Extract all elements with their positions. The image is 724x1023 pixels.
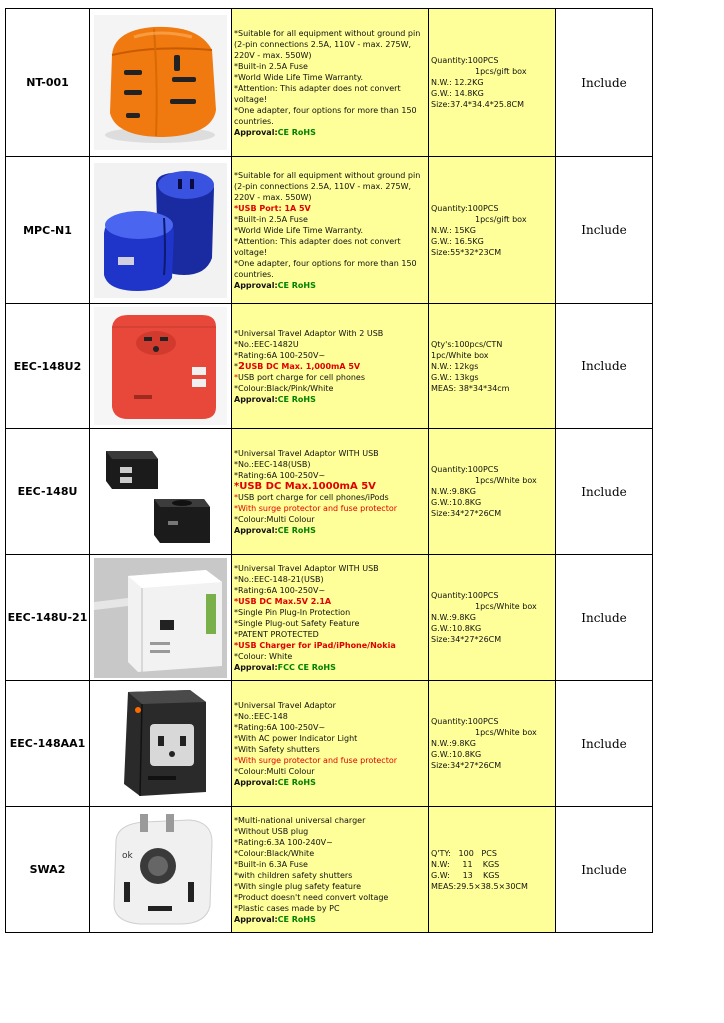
usb-dc-spec (234, 361, 426, 372)
spec-line: *Plastic cases made by PC (234, 903, 340, 913)
pack-quantity: Q'TY: 100 PCS (431, 848, 497, 858)
model-cell (6, 681, 90, 807)
packing-cell (429, 555, 556, 681)
spec-cell (232, 807, 429, 933)
model-cell (6, 157, 90, 304)
pack-box: 1pc/White box (431, 350, 489, 360)
model-name: EEC-148AA1 (9, 737, 86, 750)
black-indicator-adapter-image (94, 684, 227, 804)
usb-port-line (234, 492, 426, 503)
certificate-text: Include (581, 736, 627, 751)
pack-net-weight: N.W.: 15KG (431, 225, 476, 235)
spec-cell (232, 9, 429, 157)
colour-line: *Colour:Multi Colour (234, 766, 315, 776)
usb-dc-text: USB DC Max. 1,000mA 5V (244, 361, 361, 371)
certificate-cell (556, 429, 653, 555)
certificate-text: Include (581, 610, 627, 625)
usb-port-spec: *USB Port: 1A 5V (234, 203, 311, 213)
spec-cell (232, 304, 429, 429)
spec-line: *With Safety shutters (234, 744, 320, 754)
spec-cell (232, 429, 429, 555)
surge-protector-line: *With surge protector and fuse protector (234, 755, 398, 765)
pack-quantity: Quantity:100PCS (431, 56, 499, 65)
model-name: EEC-148U (17, 485, 78, 498)
certificate-cell (556, 157, 653, 304)
model-cell (6, 807, 90, 933)
model-name: MPC-N1 (23, 223, 72, 237)
pack-quantity: Quantity:100PCS (431, 591, 499, 600)
usb-port-star: * (234, 372, 238, 382)
spec-line: *Built-in 6.3A Fuse (234, 859, 308, 869)
spec-cell (232, 157, 429, 304)
spec-line: *One adapter, four options for more than 150 countries. (234, 258, 417, 279)
approval-line (234, 394, 426, 405)
pack-gross-weight: G.W.:10.8KG (431, 624, 482, 633)
pack-size: Size:37.4*34.4*25.8CM (431, 100, 525, 109)
pack-box: 1pcs/White box (475, 602, 537, 611)
pack-net-weight: N.W.:9.8KG (431, 487, 476, 496)
pack-box: 1pcs/White box (475, 476, 537, 485)
spec-line: *Product doesn't need convert voltage (234, 892, 389, 902)
packing-cell (429, 681, 556, 807)
product-row-eec-148u (6, 429, 653, 555)
image-cell (90, 157, 232, 304)
spec-line: *Rating:6A 100-250V~ (234, 470, 326, 480)
product-row-eec-148u-21 (6, 555, 653, 681)
spec-line: *No.:EEC-148 (234, 711, 288, 721)
image-cell (90, 807, 232, 933)
spec-line: *Built-in 2.5A Fuse (234, 61, 308, 71)
approval-label: Approval: (234, 662, 278, 672)
certificate-cell (556, 555, 653, 681)
certificate-text: Include (581, 223, 627, 237)
spec-line: *Rating:6A 100-250V~ (234, 722, 326, 732)
spec-cell (232, 681, 429, 807)
spec-line: *Universal Travel Adaptor (234, 700, 336, 710)
certificate-text: Include (581, 862, 627, 877)
approval-value: CE RoHS (277, 777, 316, 787)
spec-line: *with children safety shutters (234, 870, 353, 880)
approval-label: Approval: (234, 394, 278, 404)
approval-line (234, 127, 426, 138)
product-row-nt-001 (6, 9, 653, 157)
approval-label: Approval: (234, 525, 278, 535)
spec-line: *Without USB plug (234, 826, 309, 836)
pack-gross-weight: G.W.: 13kgs (431, 372, 479, 382)
usb-count: 2 (238, 360, 245, 372)
certificate-text: Include (581, 359, 627, 373)
pack-quantity: Quantity:100PCS (431, 465, 499, 474)
spec-line: *Attention: This adapter does not convert voltage! (234, 83, 401, 104)
spec-line: *Built-in 2.5A Fuse (234, 214, 308, 224)
pack-quantity: Quantity:100PCS (431, 203, 499, 213)
spec-line: *Attention: This adapter does not convert voltage! (234, 236, 401, 257)
pack-quantity: Quantity:100PCS (431, 717, 499, 726)
white-usb-adapter-image (94, 558, 227, 678)
pack-box: 1pcs/White box (475, 728, 537, 737)
usb-port-text: USB port charge for cell phones/iPods (238, 492, 389, 502)
pack-net-weight: N.W.: 12.2KG (431, 78, 484, 87)
product-table (5, 8, 653, 933)
packing-cell (429, 304, 556, 429)
black-usb-adapter-image (94, 433, 227, 551)
spec-line: *Rating:6A 100-250V~ (234, 350, 326, 360)
spec-line: *World Wide Life Time Warranty. (234, 72, 364, 82)
pack-size: Size:34*27*26CM (431, 509, 502, 518)
pack-net-weight: N.W: 11 KGS (431, 859, 500, 869)
pack-size: MEAS:29.5×38.5×30CM (431, 881, 528, 891)
approval-label: Approval: (234, 280, 278, 290)
pack-net-weight: N.W.:9.8KG (431, 613, 476, 622)
pack-net-weight: N.W.: 12kgs (431, 361, 479, 371)
spec-line: *Universal Travel Adaptor WITH USB (234, 563, 379, 573)
pack-net-weight: N.W.:9.8KG (431, 739, 476, 748)
spec-line: *Universal Travel Adaptor WITH USB (234, 448, 379, 458)
blue-travel-adapter-image (94, 163, 227, 298)
spec-line: *No.:EEC-1482U (234, 339, 299, 349)
model-name: EEC-148U2 (13, 359, 82, 373)
spec-line: *Single Pin Plug-In Protection (234, 607, 351, 617)
product-row-eec-148aa1 (6, 681, 653, 807)
approval-label: Approval: (234, 127, 278, 137)
spec-line: *Universal Travel Adaptor With 2 USB (234, 328, 384, 338)
approval-value: CE RoHS (277, 914, 316, 924)
usb-star: * (234, 361, 238, 371)
approval-line (234, 777, 426, 788)
pack-size: Size:34*27*26CM (431, 761, 502, 770)
model-name: SWA2 (29, 863, 66, 876)
certificate-cell (556, 304, 653, 429)
svg-text:ok: ok (122, 850, 133, 861)
approval-value: CE RoHS (277, 280, 316, 290)
packing-cell (429, 9, 556, 157)
spec-line: *No.:EEC-148-21(USB) (234, 574, 324, 584)
surge-protector-line: *With surge protector and fuse protector (234, 503, 398, 513)
product-row-mpc-n1 (6, 157, 653, 304)
approval-label: Approval: (234, 777, 278, 787)
spec-line: *World Wide Life Time Warranty. (234, 225, 364, 235)
pack-quantity: Qty's:100pcs/CTN (431, 339, 503, 349)
approval-line (234, 914, 426, 925)
pack-box: 1pcs/gift box (475, 67, 527, 76)
approval-line (234, 525, 426, 536)
pack-box: 1pcs/gift box (475, 214, 527, 224)
pack-gross-weight: G.W.:10.8KG (431, 498, 482, 507)
certificate-cell (556, 9, 653, 157)
pack-size: MEAS: 38*34*34cm (431, 383, 510, 393)
approval-value: CE RoHS (277, 525, 316, 535)
product-row-swa2 (6, 807, 653, 933)
certificate-text: Include (581, 75, 627, 90)
image-cell (90, 429, 232, 555)
spec-line: *With single plug safety feature (234, 881, 362, 891)
image-cell (90, 681, 232, 807)
approval-line (234, 280, 426, 291)
image-cell (90, 9, 232, 157)
approval-value: CE RoHS (277, 394, 316, 404)
spec-line: *Rating:6.3A 100-240V~ (234, 837, 333, 847)
colour-line: *Colour:Multi Colour (234, 514, 315, 524)
spec-line: *PATENT PROTECTED (234, 629, 319, 639)
pack-gross-weight: G.W.: 14.8KG (431, 89, 484, 98)
spec-line: *Rating:6A 100-250V~ (234, 585, 326, 595)
spec-line: *With AC power Indicator Light (234, 733, 358, 743)
usb-charger-line: *USB Charger for iPad/iPhone/Nokia (234, 640, 396, 650)
pack-size: Size:55*32*23CM (431, 247, 502, 257)
model-cell (6, 9, 90, 157)
image-cell (90, 304, 232, 429)
approval-line (234, 662, 426, 673)
certificate-text: Include (581, 484, 627, 499)
model-name: EEC-148U-21 (7, 611, 88, 624)
packing-cell (429, 157, 556, 304)
approval-value: CE RoHS (277, 127, 316, 137)
spec-line: (2-pin connections 2.5A, 110V - max. 275W, 220V - max. 550W) (234, 181, 412, 202)
pack-size: Size:34*27*26CM (431, 635, 502, 644)
usb-port-text: USB port charge for cell phones (238, 372, 366, 382)
product-row-eec-148u2 (6, 304, 653, 429)
spec-line: (2-pin connections 2.5A, 110V - max. 275W, 220V - max. 550W) (234, 39, 412, 60)
pack-gross-weight: G.W.:10.8KG (431, 750, 482, 759)
model-cell (6, 555, 90, 681)
orange-travel-adapter-image (94, 15, 227, 150)
colour-line: *Colour:Black/Pink/White (234, 383, 334, 393)
usb-dc-spec: *USB DC Max.1000mA 5V (234, 480, 376, 492)
image-cell (90, 555, 232, 681)
approval-label: Approval: (234, 914, 278, 924)
spec-line: *Suitable for all equipment without ground pin (234, 170, 421, 180)
packing-cell (429, 807, 556, 933)
colour-line: *Colour: White (234, 651, 293, 661)
spec-line: *One adapter, four options for more than 150 countries. (234, 105, 417, 126)
usb-port-line (234, 372, 426, 383)
certificate-cell (556, 807, 653, 933)
pack-gross-weight: G.W.: 16.5KG (431, 236, 484, 246)
spec-line: *Multi-national universal charger (234, 815, 366, 825)
usb-dc-spec: *USB DC Max.5V 2.1A (234, 596, 332, 606)
model-name: NT-001 (26, 76, 69, 89)
white-universal-charger-image (94, 810, 227, 930)
packing-cell (429, 429, 556, 555)
certificate-cell (556, 681, 653, 807)
usb-port-star: * (234, 492, 238, 502)
spec-line: *No.:EEC-148(USB) (234, 459, 311, 469)
spec-line: *Single Plug-out Safety Feature (234, 618, 360, 628)
model-cell (6, 429, 90, 555)
spec-cell (232, 555, 429, 681)
red-usb-adapter-image (94, 307, 227, 425)
spec-line: *Suitable for all equipment without ground pin (234, 28, 421, 38)
spec-line: *Colour:Black/White (234, 848, 315, 858)
model-cell (6, 304, 90, 429)
pack-gross-weight: G.W: 13 KGS (431, 870, 500, 880)
approval-value: FCC CE RoHS (277, 662, 336, 672)
